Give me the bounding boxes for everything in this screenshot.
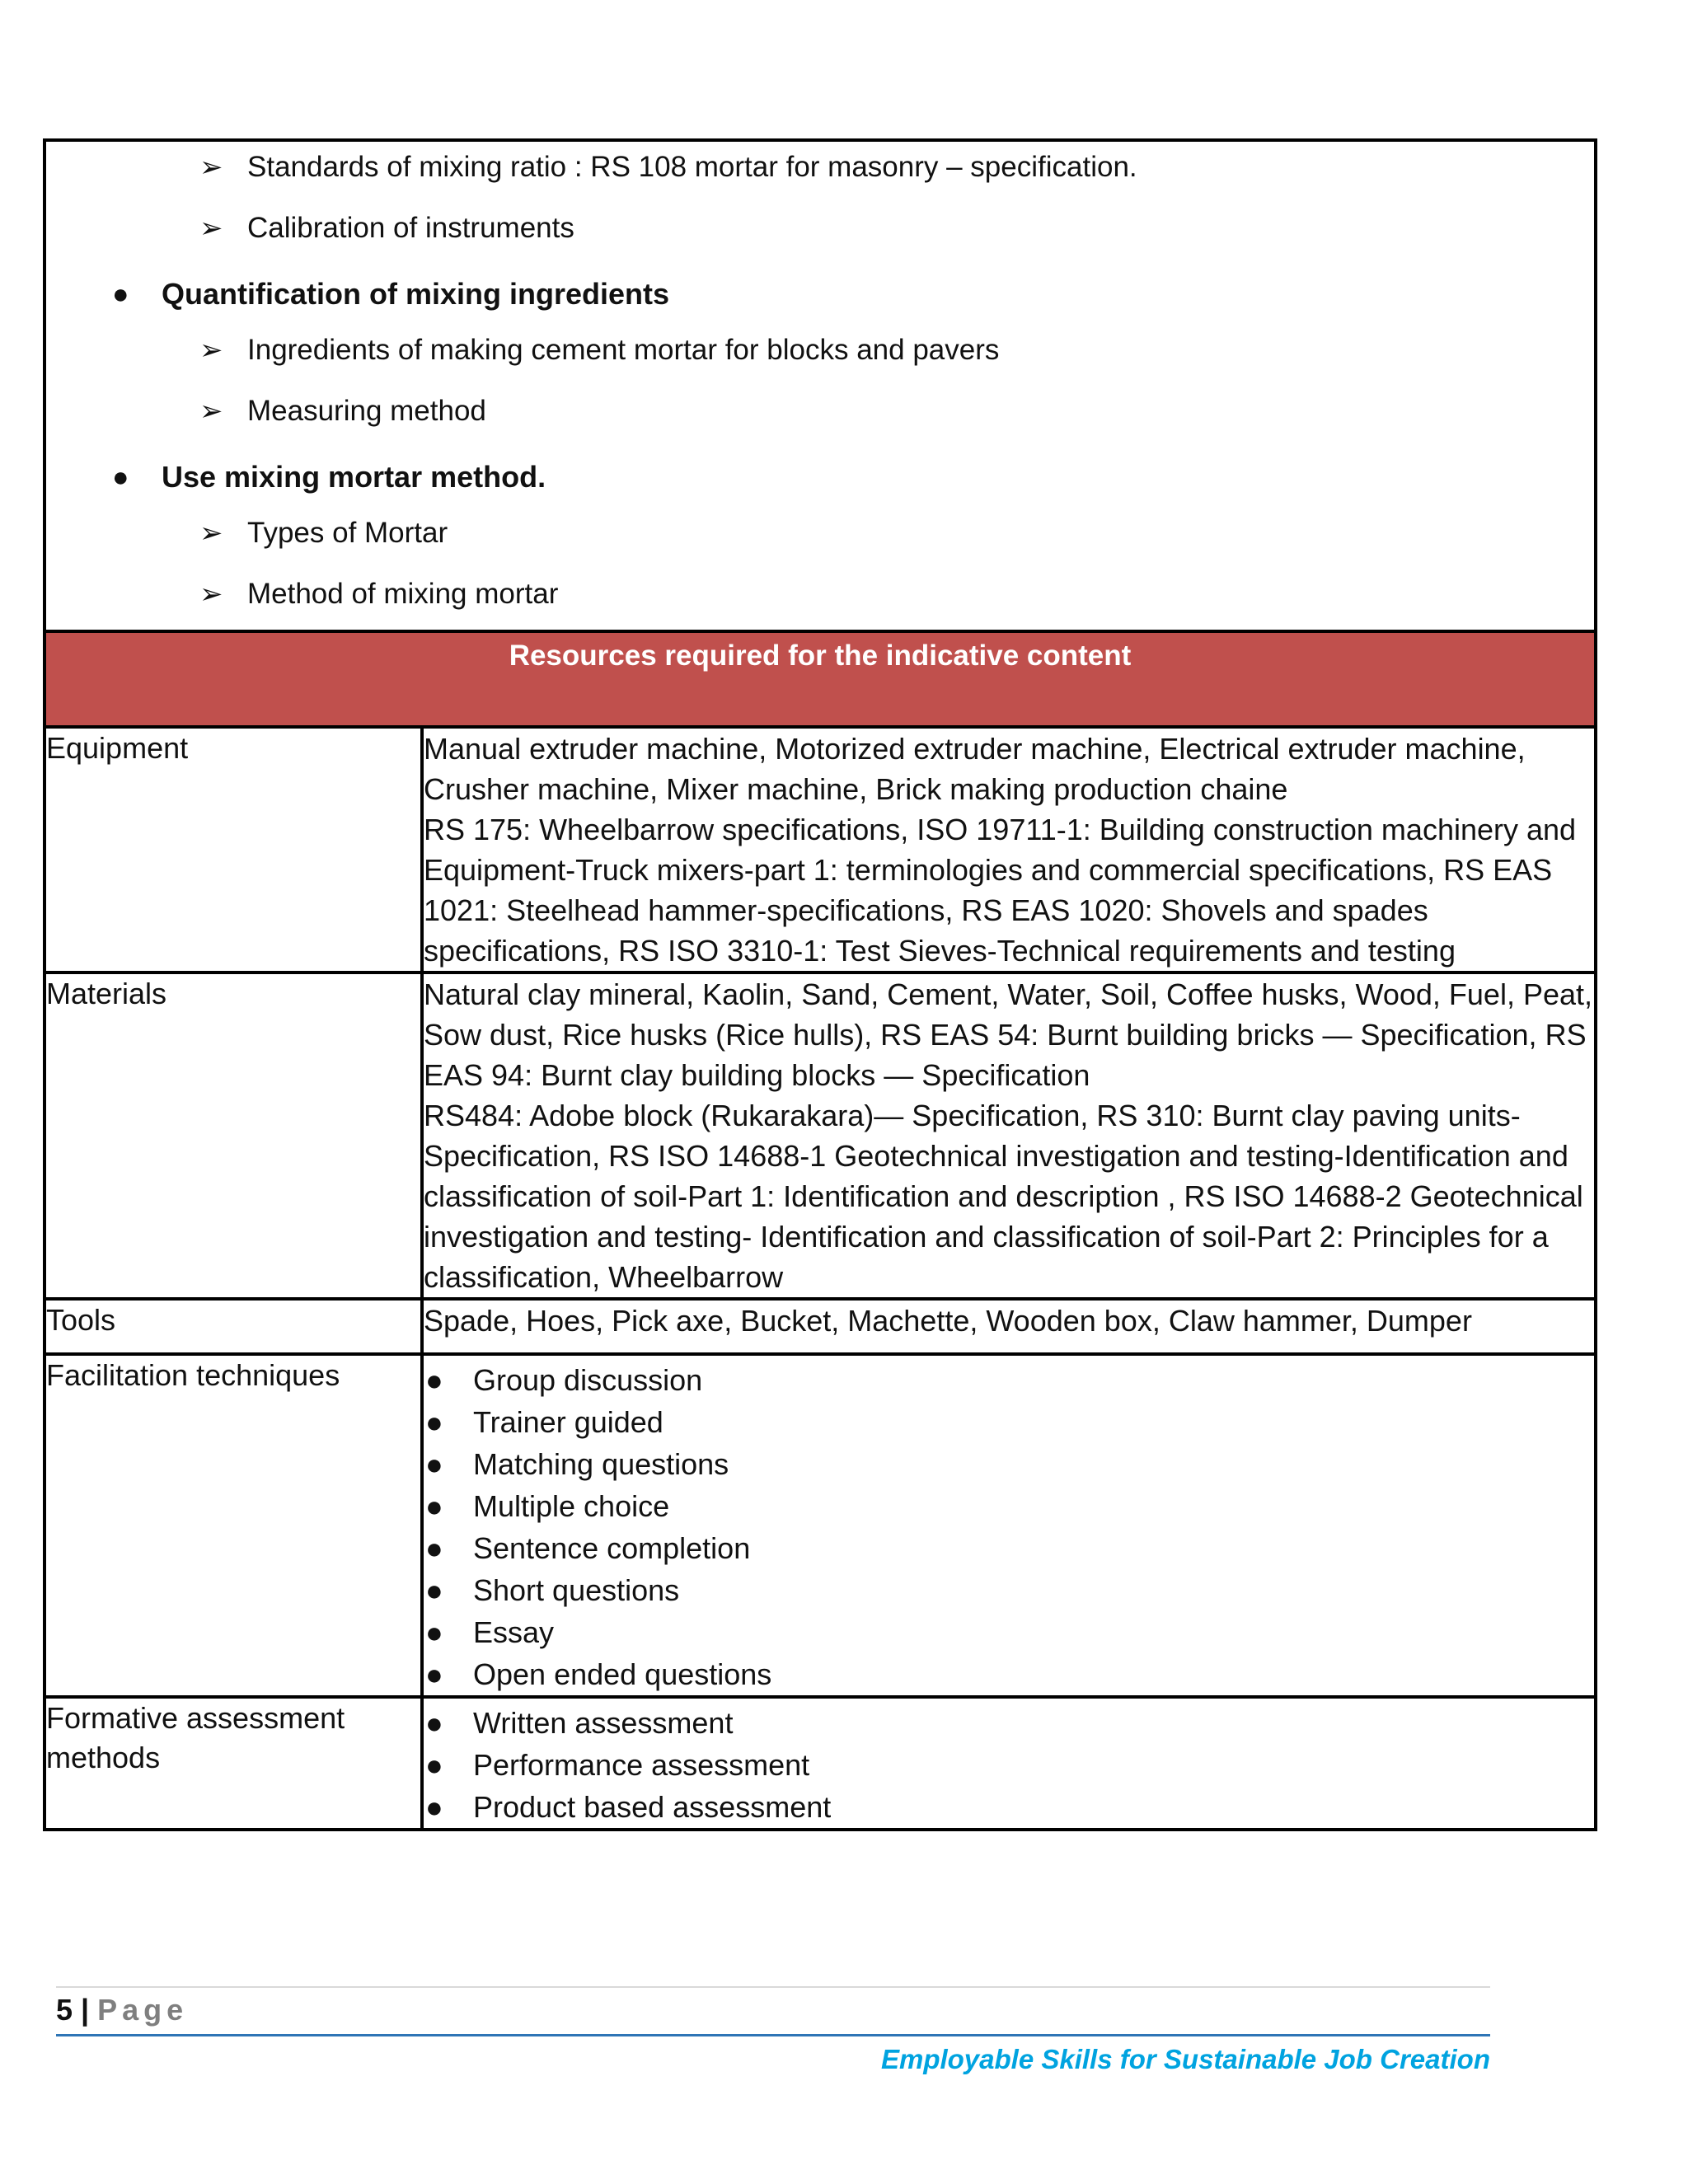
list-item: ● Matching questions <box>424 1443 1594 1485</box>
formative-value <box>422 1697 1596 1830</box>
indicative-content-cell <box>45 140 1596 631</box>
materials-standards: RS484: Adobe block (Rukarakara)— Specification, RS 310: Burnt clay paving units-Specification, RS ISO 14688-1 Geotechnical investigation and testing-Identification and classification of soil-Part 1: Identification and description , RS ISO 14688-2 Geotechnical investigation and testing- Identification and classification of soil-Part 2: Principles for a classification, Wheelbarrow <box>424 1099 1583 1294</box>
list-item: ● Sentence completion <box>424 1527 1594 1569</box>
arrow-bullet-icon: ➢ <box>199 396 223 427</box>
indicative-topic-text: Use mixing mortar method. <box>162 460 546 494</box>
resources-header: Resources required for the indicative content <box>45 631 1596 727</box>
indicative-item-text: Method of mixing mortar <box>247 578 559 610</box>
indicative-topic-item <box>46 264 1594 325</box>
equipment-list: Manual extruder machine, Motorized extruder machine, Electrical extruder machine, Crusher machine, Mixer machine, Brick making production chaine <box>424 732 1526 806</box>
formative-list <box>424 1699 1594 1828</box>
page-word: Page <box>97 1993 189 2027</box>
indicative-item-text: Measuring method <box>247 395 486 427</box>
facilitation-value <box>422 1354 1596 1697</box>
indicative-sub-item <box>46 203 1594 264</box>
list-item: ● Open ended questions <box>424 1653 1594 1695</box>
round-bullet-icon: ● <box>425 1531 443 1565</box>
content-table <box>43 138 1597 1831</box>
list-item: ● Performance assessment <box>424 1744 1594 1786</box>
indicative-content-row <box>45 140 1596 631</box>
round-bullet-icon: ● <box>425 1706 443 1740</box>
arrow-bullet-icon: ➢ <box>199 213 223 244</box>
facilitation-label: Facilitation techniques <box>45 1354 422 1697</box>
indicative-sub-item <box>46 508 1594 569</box>
list-item: ● Trainer guided <box>424 1401 1594 1443</box>
formative-row <box>45 1697 1596 1830</box>
formative-label: Formative assessment methods <box>45 1697 422 1830</box>
list-item: ● Multiple choice <box>424 1485 1594 1527</box>
resources-header-row <box>45 631 1596 727</box>
materials-value <box>422 972 1596 1299</box>
footer-blue-rule <box>56 2034 1490 2036</box>
round-bullet-icon: ● <box>425 1447 443 1481</box>
materials-row <box>45 972 1596 1299</box>
facilitation-row <box>45 1354 1596 1697</box>
materials-list: Natural clay mineral, Kaolin, Sand, Cement, Water, Soil, Coffee husks, Wood, Fuel, Peat, Sow dust, Rice husks (Rice hulls), RS EAS 54: Burnt building bricks — Specification, RS EAS 94: Burnt clay building blocks — Specification <box>424 977 1593 1092</box>
arrow-bullet-icon: ➢ <box>199 152 223 183</box>
indicative-sub-item <box>46 569 1594 630</box>
list-item: ● Short questions <box>424 1569 1594 1611</box>
round-bullet-icon: ● <box>425 1573 443 1607</box>
indicative-item-text: Types of Mortar <box>247 517 448 549</box>
footer-divider <box>56 1986 1490 1988</box>
round-bullet-icon: ● <box>425 1790 443 1824</box>
arrow-bullet-icon: ➢ <box>199 335 223 366</box>
indicative-sub-item <box>46 325 1594 386</box>
tools-value: Spade, Hoes, Pick axe, Bucket, Machette, Wooden box, Claw hammer, Dumper <box>422 1299 1596 1354</box>
round-bullet-icon: ● <box>425 1748 443 1782</box>
tools-label: Tools <box>45 1299 422 1354</box>
equipment-row <box>45 727 1596 972</box>
round-bullet-icon: ● <box>425 1489 443 1523</box>
materials-label: Materials <box>45 972 422 1299</box>
list-item: ● Group discussion <box>424 1359 1594 1401</box>
indicative-topic-item <box>46 447 1594 508</box>
page-number-value: 5 <box>56 1993 73 2027</box>
list-item: ● Essay <box>424 1611 1594 1653</box>
arrow-bullet-icon: ➢ <box>199 518 223 549</box>
round-bullet-icon: ● <box>112 279 129 310</box>
indicative-item-text: Ingredients of making cement mortar for blocks and pavers <box>247 334 1000 366</box>
round-bullet-icon: ● <box>425 1615 443 1649</box>
facilitation-list <box>424 1356 1594 1695</box>
equipment-value <box>422 727 1596 972</box>
indicative-topic-text: Quantification of mixing ingredients <box>162 277 670 311</box>
list-item: ● Product based assessment <box>424 1786 1594 1828</box>
arrow-bullet-icon: ➢ <box>199 579 223 610</box>
round-bullet-icon: ● <box>425 1657 443 1691</box>
tools-row <box>45 1299 1596 1354</box>
indicative-sub-item <box>46 386 1594 447</box>
equipment-standards: RS 175: Wheelbarrow specifications, ISO 19711-1: Building construction machinery and Equipment-Truck mixers-part 1: terminologies and commercial specifications, RS EAS 1021: Steelhead hammer-specifications, RS EAS 1020: Shovels and spades specifications, RS ISO 3310-1: Test Sieves-Technical requirements and testing <box>424 813 1577 968</box>
round-bullet-icon: ● <box>425 1363 443 1397</box>
footer-tagline: Employable Skills for Sustainable Job Creation <box>880 2044 1490 2074</box>
round-bullet-icon: ● <box>112 462 129 493</box>
page-separator: | <box>81 1993 90 2027</box>
page-number <box>56 1990 188 2031</box>
list-item: ● Written assessment <box>424 1702 1594 1744</box>
round-bullet-icon: ● <box>425 1405 443 1439</box>
indicative-item-text: Standards of mixing ratio : RS 108 mortar for masonry – specification. <box>247 151 1137 183</box>
indicative-item-text: Calibration of instruments <box>247 212 574 244</box>
equipment-label: Equipment <box>45 727 422 972</box>
indicative-sub-item <box>46 142 1594 203</box>
